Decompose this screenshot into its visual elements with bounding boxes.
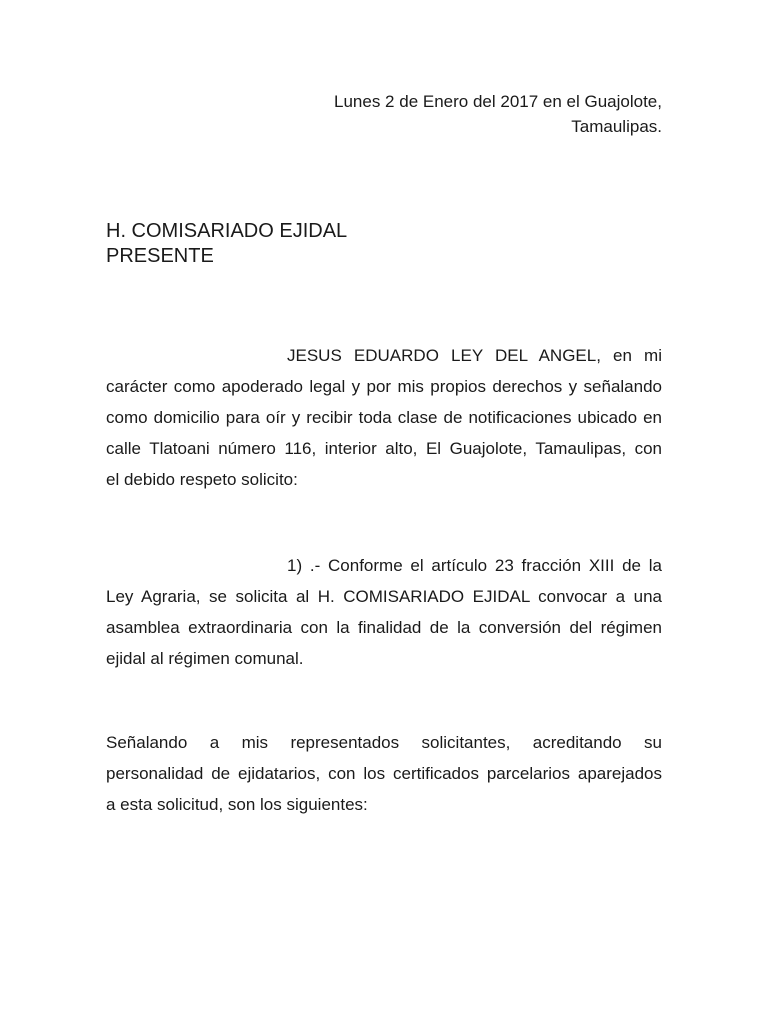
addressee bbox=[106, 219, 347, 269]
paragraph-line: como domicilio para oír y recibir toda clase de notificaciones ubicado en bbox=[106, 408, 662, 427]
paragraph-line: personalidad de ejidatarios, con los certificados parcelarios aparejados bbox=[106, 764, 662, 783]
addressee-line-2: PRESENTE bbox=[106, 245, 214, 267]
paragraph-line: 1) .- Conforme el artículo 23 fracción XIII de la bbox=[287, 556, 662, 575]
date-place bbox=[334, 89, 662, 139]
paragraph-line: carácter como apoderado legal y por mis propios derechos y señalando bbox=[106, 377, 662, 396]
addressee-line-1: H. COMISARIADO EJIDAL bbox=[106, 220, 348, 242]
paragraph-line: Señalando a mis representados solicitantes, acreditando su bbox=[106, 733, 662, 752]
paragraph-line: ejidal al régimen comunal. bbox=[106, 649, 304, 668]
paragraph-line: asamblea extraordinaria con la finalidad de la conversión del régimen bbox=[106, 618, 662, 637]
date-line-1: Lunes 2 de Enero del 2017 en el Guajolote, bbox=[334, 92, 662, 111]
petitioner-paragraph bbox=[106, 340, 662, 495]
paragraph-line: calle Tlatoani número 116, interior alto, El Guajolote, Tamaulipas, con bbox=[106, 439, 662, 458]
paragraph-line: a esta solicitud, son los siguientes: bbox=[106, 795, 368, 814]
paragraph-line: el debido respeto solicito: bbox=[106, 470, 298, 489]
paragraph-line: Ley Agraria, se solicita al H. COMISARIADO EJIDAL convocar a una bbox=[106, 587, 662, 606]
applicants-paragraph bbox=[106, 727, 662, 820]
request-paragraph bbox=[106, 550, 662, 674]
date-line-2: Tamaulipas. bbox=[571, 117, 662, 136]
paragraph-line: JESUS EDUARDO LEY DEL ANGEL, en mi bbox=[287, 346, 662, 365]
